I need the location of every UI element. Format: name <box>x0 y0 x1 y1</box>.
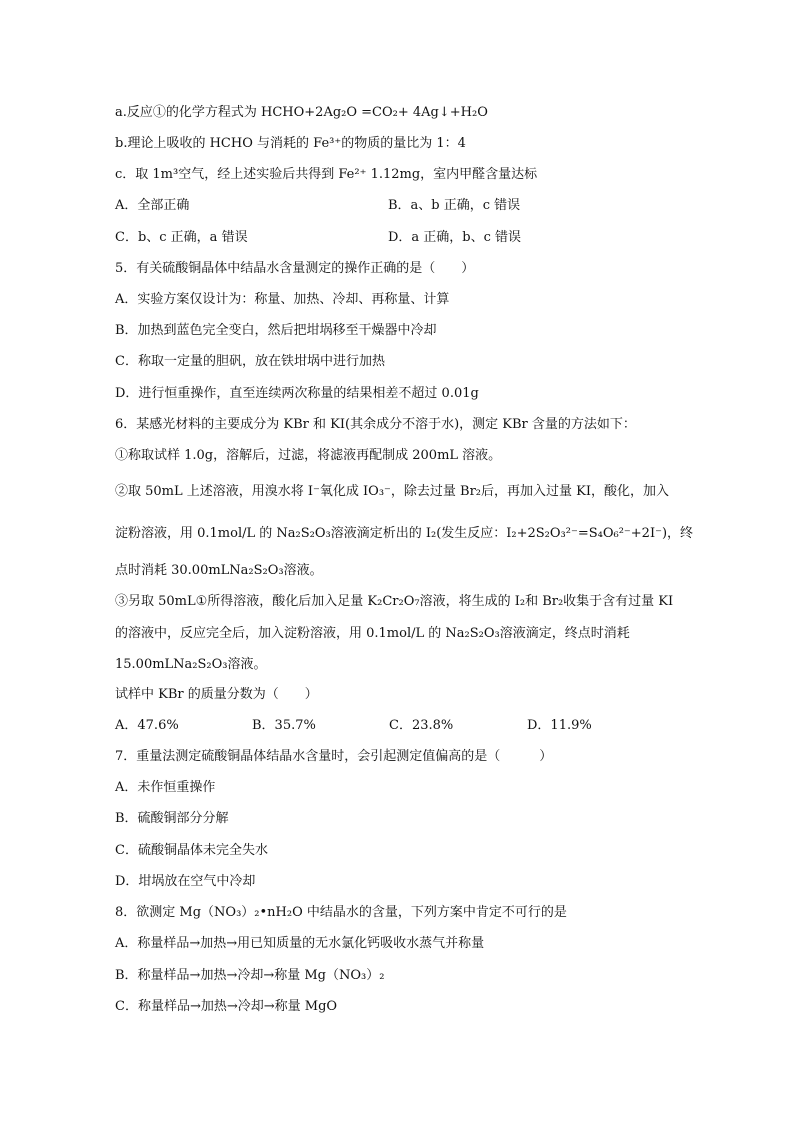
q8-option-a: A．称量样品→加热→用已知质量的无水氯化钙吸收水蒸气并称量 <box>115 936 485 951</box>
q6-option-d: D．11.9% <box>527 718 592 733</box>
q6-step-1: ①称取试样 1.0g，溶解后，过滤，将滤液再配制成 200mL 溶液。 <box>115 448 502 463</box>
q4-answer-c: C．b、c 正确，a 错误 <box>115 230 248 245</box>
q6-step-2-line-2: 淀粉溶液，用 0.1mol/L 的 Na₂S₂O₃溶液滴定析出的 I₂(发生反应：I₂+2S₂O₃²⁻=S₄O₆²⁻+2I⁻)，终 <box>115 526 694 541</box>
q5-option-c: C．称取一定量的胆矾，放在铁坩埚中进行加热 <box>115 354 385 369</box>
q5-option-b: B．加热到蓝色完全变白，然后把坩埚移至干燥器中冷却 <box>115 323 437 338</box>
q6-step-3-line-2: 的溶液中，反应完全后，加入淀粉溶液，用 0.1mol/L 的 Na₂S₂O₃溶液滴定，终点时消耗 <box>115 626 630 641</box>
q7-option-c: C．硫酸铜晶体未完全失水 <box>115 843 268 858</box>
q6-step-3-line-1: ③另取 50mL①所得溶液，酸化后加入足量 K₂Cr₂O₇溶液，将生成的 I₂和 Br₂收集于含有过量 KI <box>115 594 674 609</box>
q6-option-c: C．23.8% <box>389 718 454 733</box>
q6-option-a: A．47.6% <box>115 718 179 733</box>
q7-option-a: A．未作恒重操作 <box>115 780 216 795</box>
q6-option-b: B．35.7% <box>252 718 316 733</box>
q7-option-b: B．硫酸铜部分分解 <box>115 811 229 826</box>
q4-option-c: c．取 1m³空气，经上述实验后共得到 Fe²⁺ 1.12mg，室内甲醛含量达标 <box>115 167 538 182</box>
q5-option-d: D．进行恒重操作，直至连续两次称量的结果相差不超过 0.01g <box>115 386 479 401</box>
q4-answer-d: D．a 正确，b、c 错误 <box>388 230 522 245</box>
q4-answer-b: B．a、b 正确，c 错误 <box>388 198 521 213</box>
q6-question: 试样中 KBr 的质量分数为（ ） <box>115 687 318 702</box>
q6-step-2-line-3: 点时消耗 30.00mLNa₂S₂O₃溶液。 <box>115 563 323 578</box>
q4-option-a: a.反应①的化学方程式为 HCHO+2Ag₂O =CO₂+ 4Ag↓+H₂O <box>115 105 488 120</box>
q8-option-c: C．称量样品→加热→冷却→称量 MgO <box>115 999 338 1014</box>
q5-option-a: A．实验方案仅设计为：称量、加热、冷却、再称量、计算 <box>115 292 450 307</box>
q6-stem: 6．某感光材料的主要成分为 KBr 和 KI(其余成分不溶于水)，测定 KBr 含量的方法如下： <box>115 417 636 432</box>
q7-stem: 7．重量法测定硫酸铜晶体结晶水含量时，会引起测定值偏高的是（ ） <box>115 749 553 764</box>
q8-option-b: B．称量样品→加热→冷却→称量 Mg（NO₃）₂ <box>115 968 385 983</box>
q5-stem: 5．有关硫酸铜晶体中结晶水含量测定的操作正确的是（ ） <box>115 261 475 276</box>
q6-step-2-line-1: ②取 50mL 上述溶液，用溴水将 I⁻氧化成 IO₃⁻，除去过量 Br₂后，再加入过量 KI，酸化，加入 <box>115 484 669 499</box>
q8-stem: 8．欲测定 Mg（NO₃）₂•nH₂O 中结晶水的含量，下列方案中肯定不可行的是 <box>115 905 567 920</box>
q4-option-b: b.理论上吸收的 HCHO 与消耗的 Fe³⁺的物质的量比为 1：4 <box>115 136 466 151</box>
q4-answer-a: A．全部正确 <box>115 198 190 213</box>
q7-option-d: D．坩埚放在空气中冷却 <box>115 874 256 889</box>
q6-step-3-line-3: 15.00mLNa₂S₂O₃溶液。 <box>115 657 267 672</box>
